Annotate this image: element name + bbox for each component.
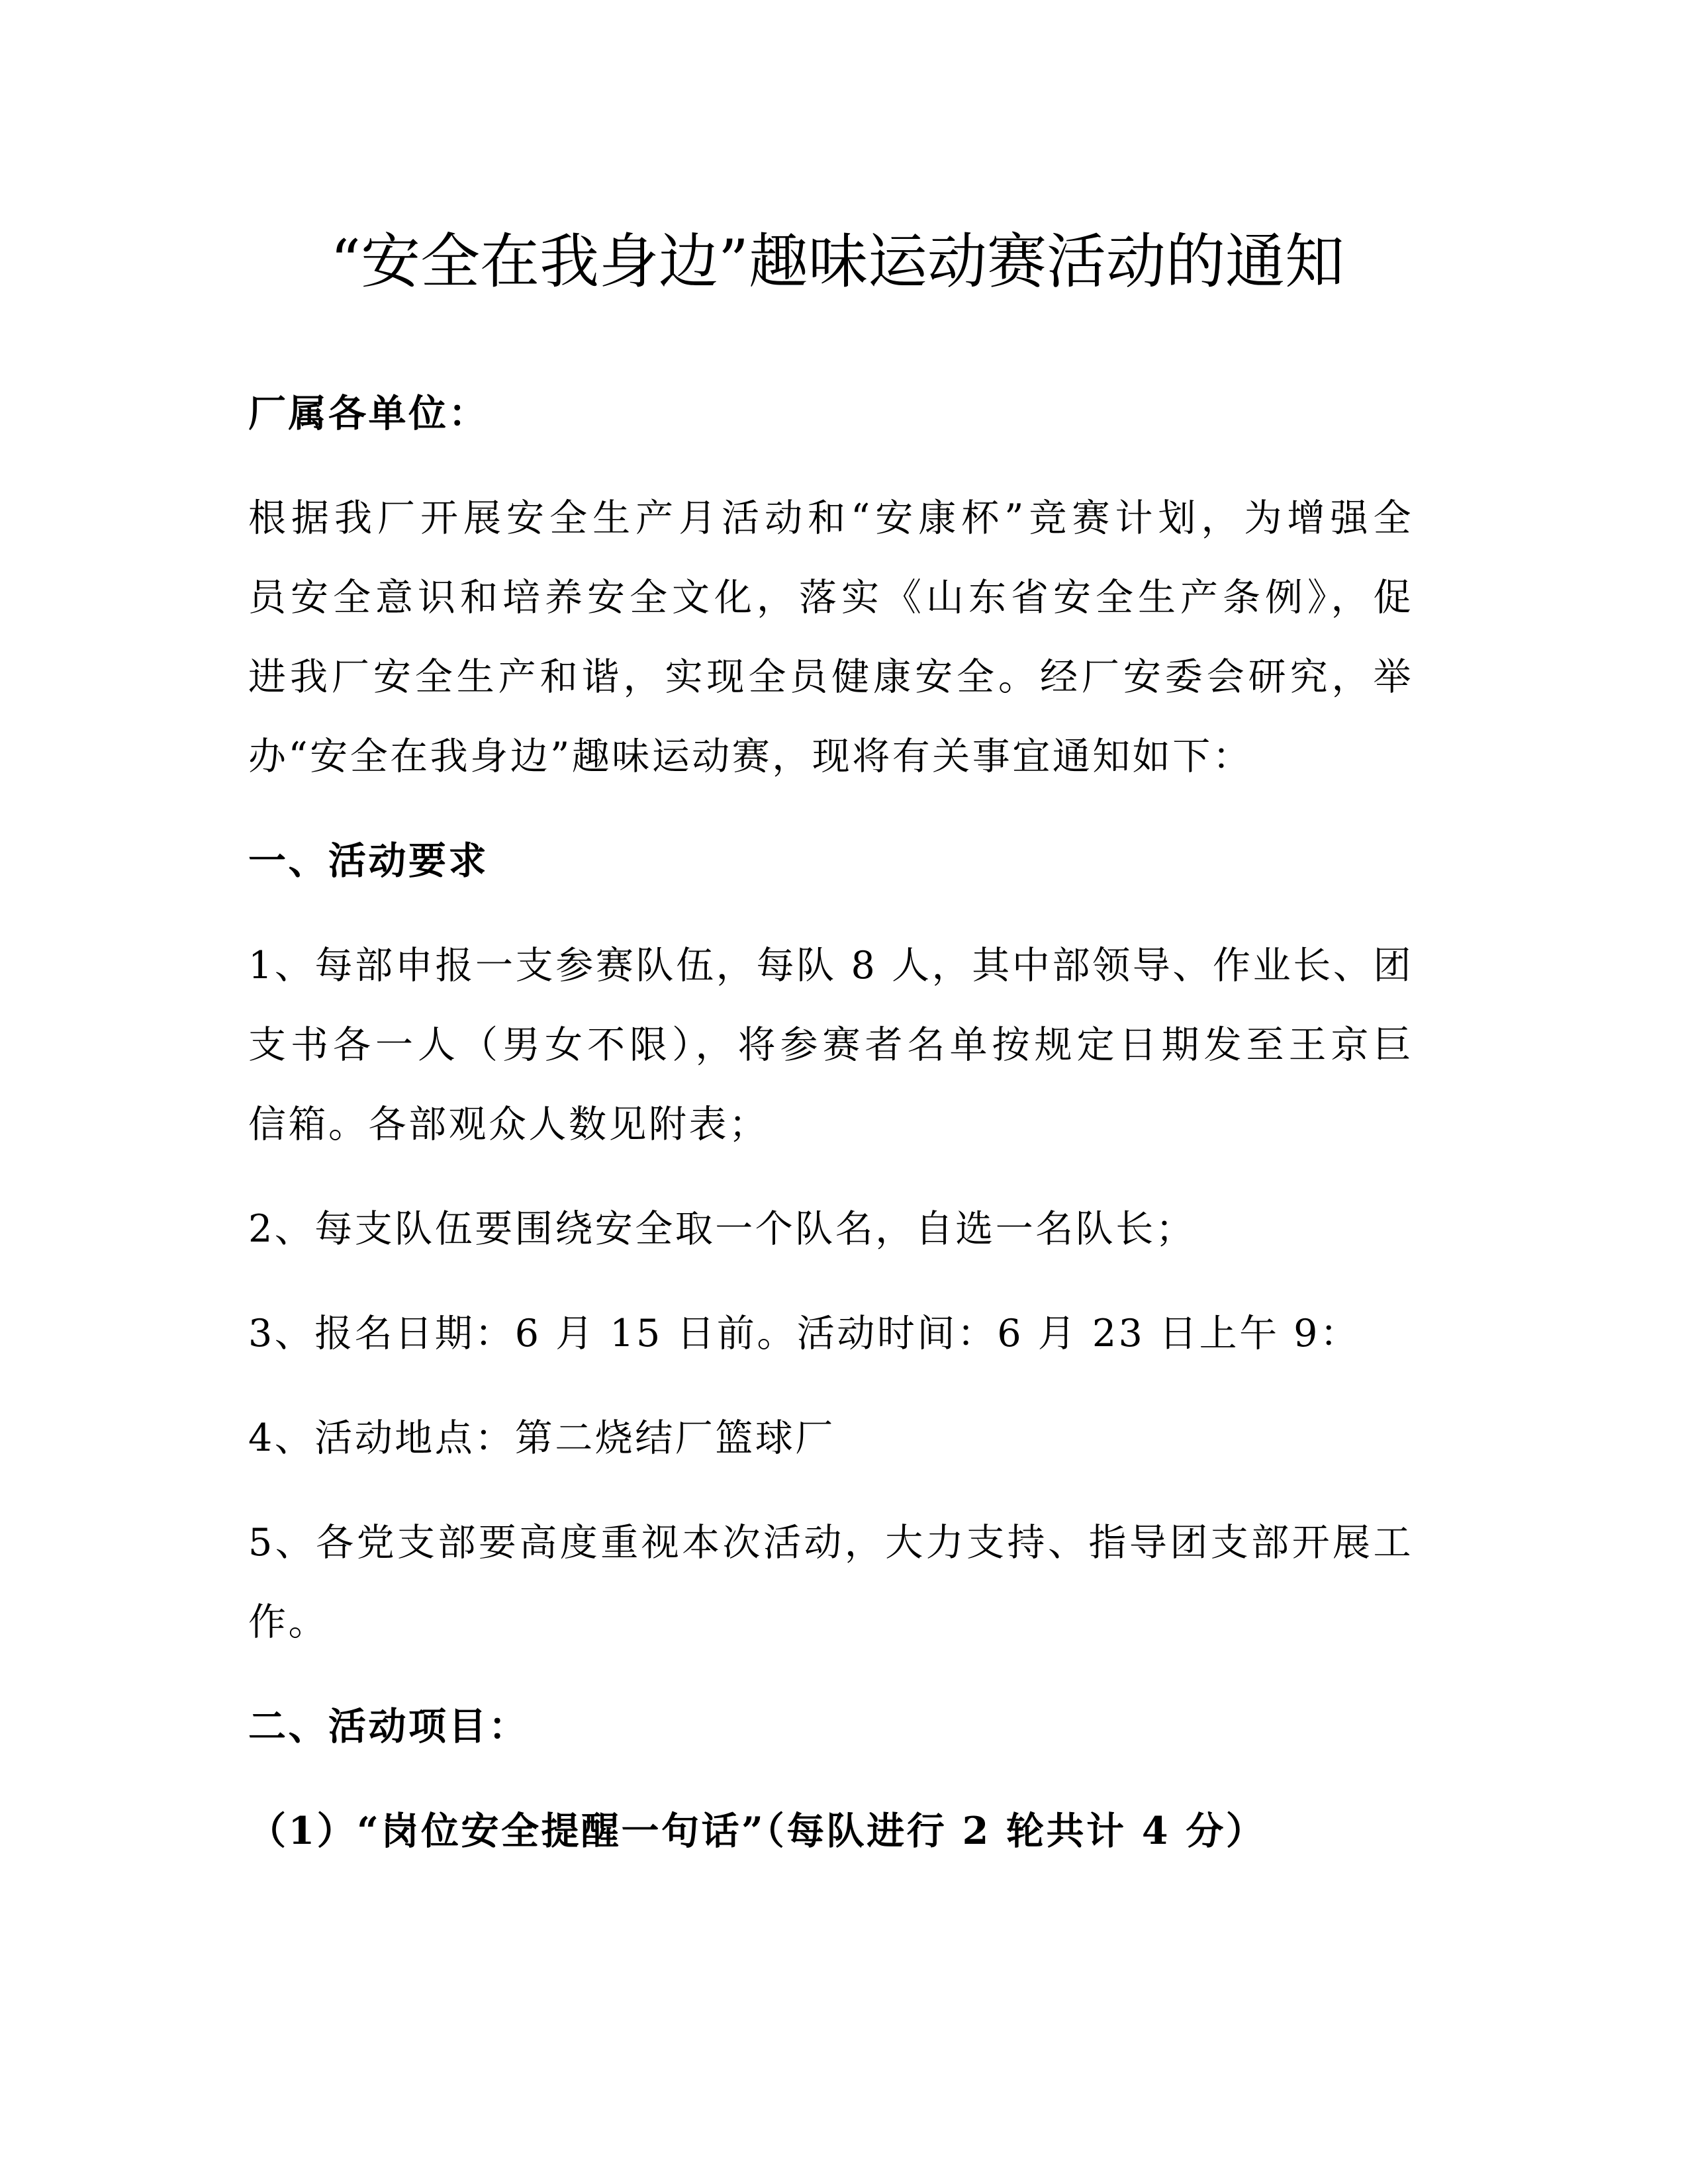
section-2-heading xyxy=(248,1687,1413,1766)
requirement-item-5 xyxy=(248,1503,1413,1662)
section-1-heading xyxy=(248,821,1413,901)
item-line: 1、每部申报一支参赛队伍，每队 8 人，其中部领导、作业长、团 xyxy=(248,944,1413,987)
document-title: “安全在我身边”趣味运动赛活动的通知 xyxy=(330,227,1345,296)
item-line: 4、活动地点：第二烧结厂篮球厂 xyxy=(248,1416,835,1460)
document-body xyxy=(0,299,1688,1871)
intro-line: 办“安全在我身边”趣味运动赛，现将有关事宜通知如下： xyxy=(248,735,1253,778)
salutation xyxy=(248,374,1413,453)
item-line: 信箱。各部观众人数见附表； xyxy=(248,1103,769,1146)
intro-line: 进我厂安全生产和谐，实现全员健康安全。经厂安委会研究，举 xyxy=(248,655,1413,699)
requirement-item-1 xyxy=(248,926,1413,1164)
intro-line: 根据我厂开展安全生产月活动和“安康杯”竞赛计划，为增强全 xyxy=(248,496,1413,540)
requirement-item-3 xyxy=(248,1294,1413,1373)
intro-paragraph xyxy=(248,478,1413,796)
activity-item-1 xyxy=(248,1792,1413,1871)
item-line: 支书各一人（男女不限），将参赛者名单按规定日期发至王京巨 xyxy=(248,1023,1413,1067)
section-heading-line: 二、活动项目： xyxy=(248,1704,529,1749)
intro-line: 员安全意识和培养安全文化，落实《山东省安全生产条例》，促 xyxy=(248,576,1413,619)
requirement-item-2 xyxy=(248,1189,1413,1269)
item-line: 作。 xyxy=(248,1600,328,1644)
section-heading-line: 一、活动要求 xyxy=(248,839,489,883)
item-line: 5、各党支部要高度重视本次活动，大力支持、指导团支部开展工 xyxy=(248,1521,1413,1565)
item-line: 3、报名日期：6 月 15 日前。活动时间：6 月 23 日上午 9： xyxy=(248,1312,1360,1355)
requirement-item-4 xyxy=(248,1398,1413,1478)
item-line: （1）“岗位安全提醒一句话”（每队进行 2 轮共计 4 分） xyxy=(248,1809,1266,1853)
salutation-line: 厂属各单位： xyxy=(248,391,489,435)
item-line: 2、每支队伍要围绕安全取一个队名，自选一名队长； xyxy=(248,1207,1196,1251)
